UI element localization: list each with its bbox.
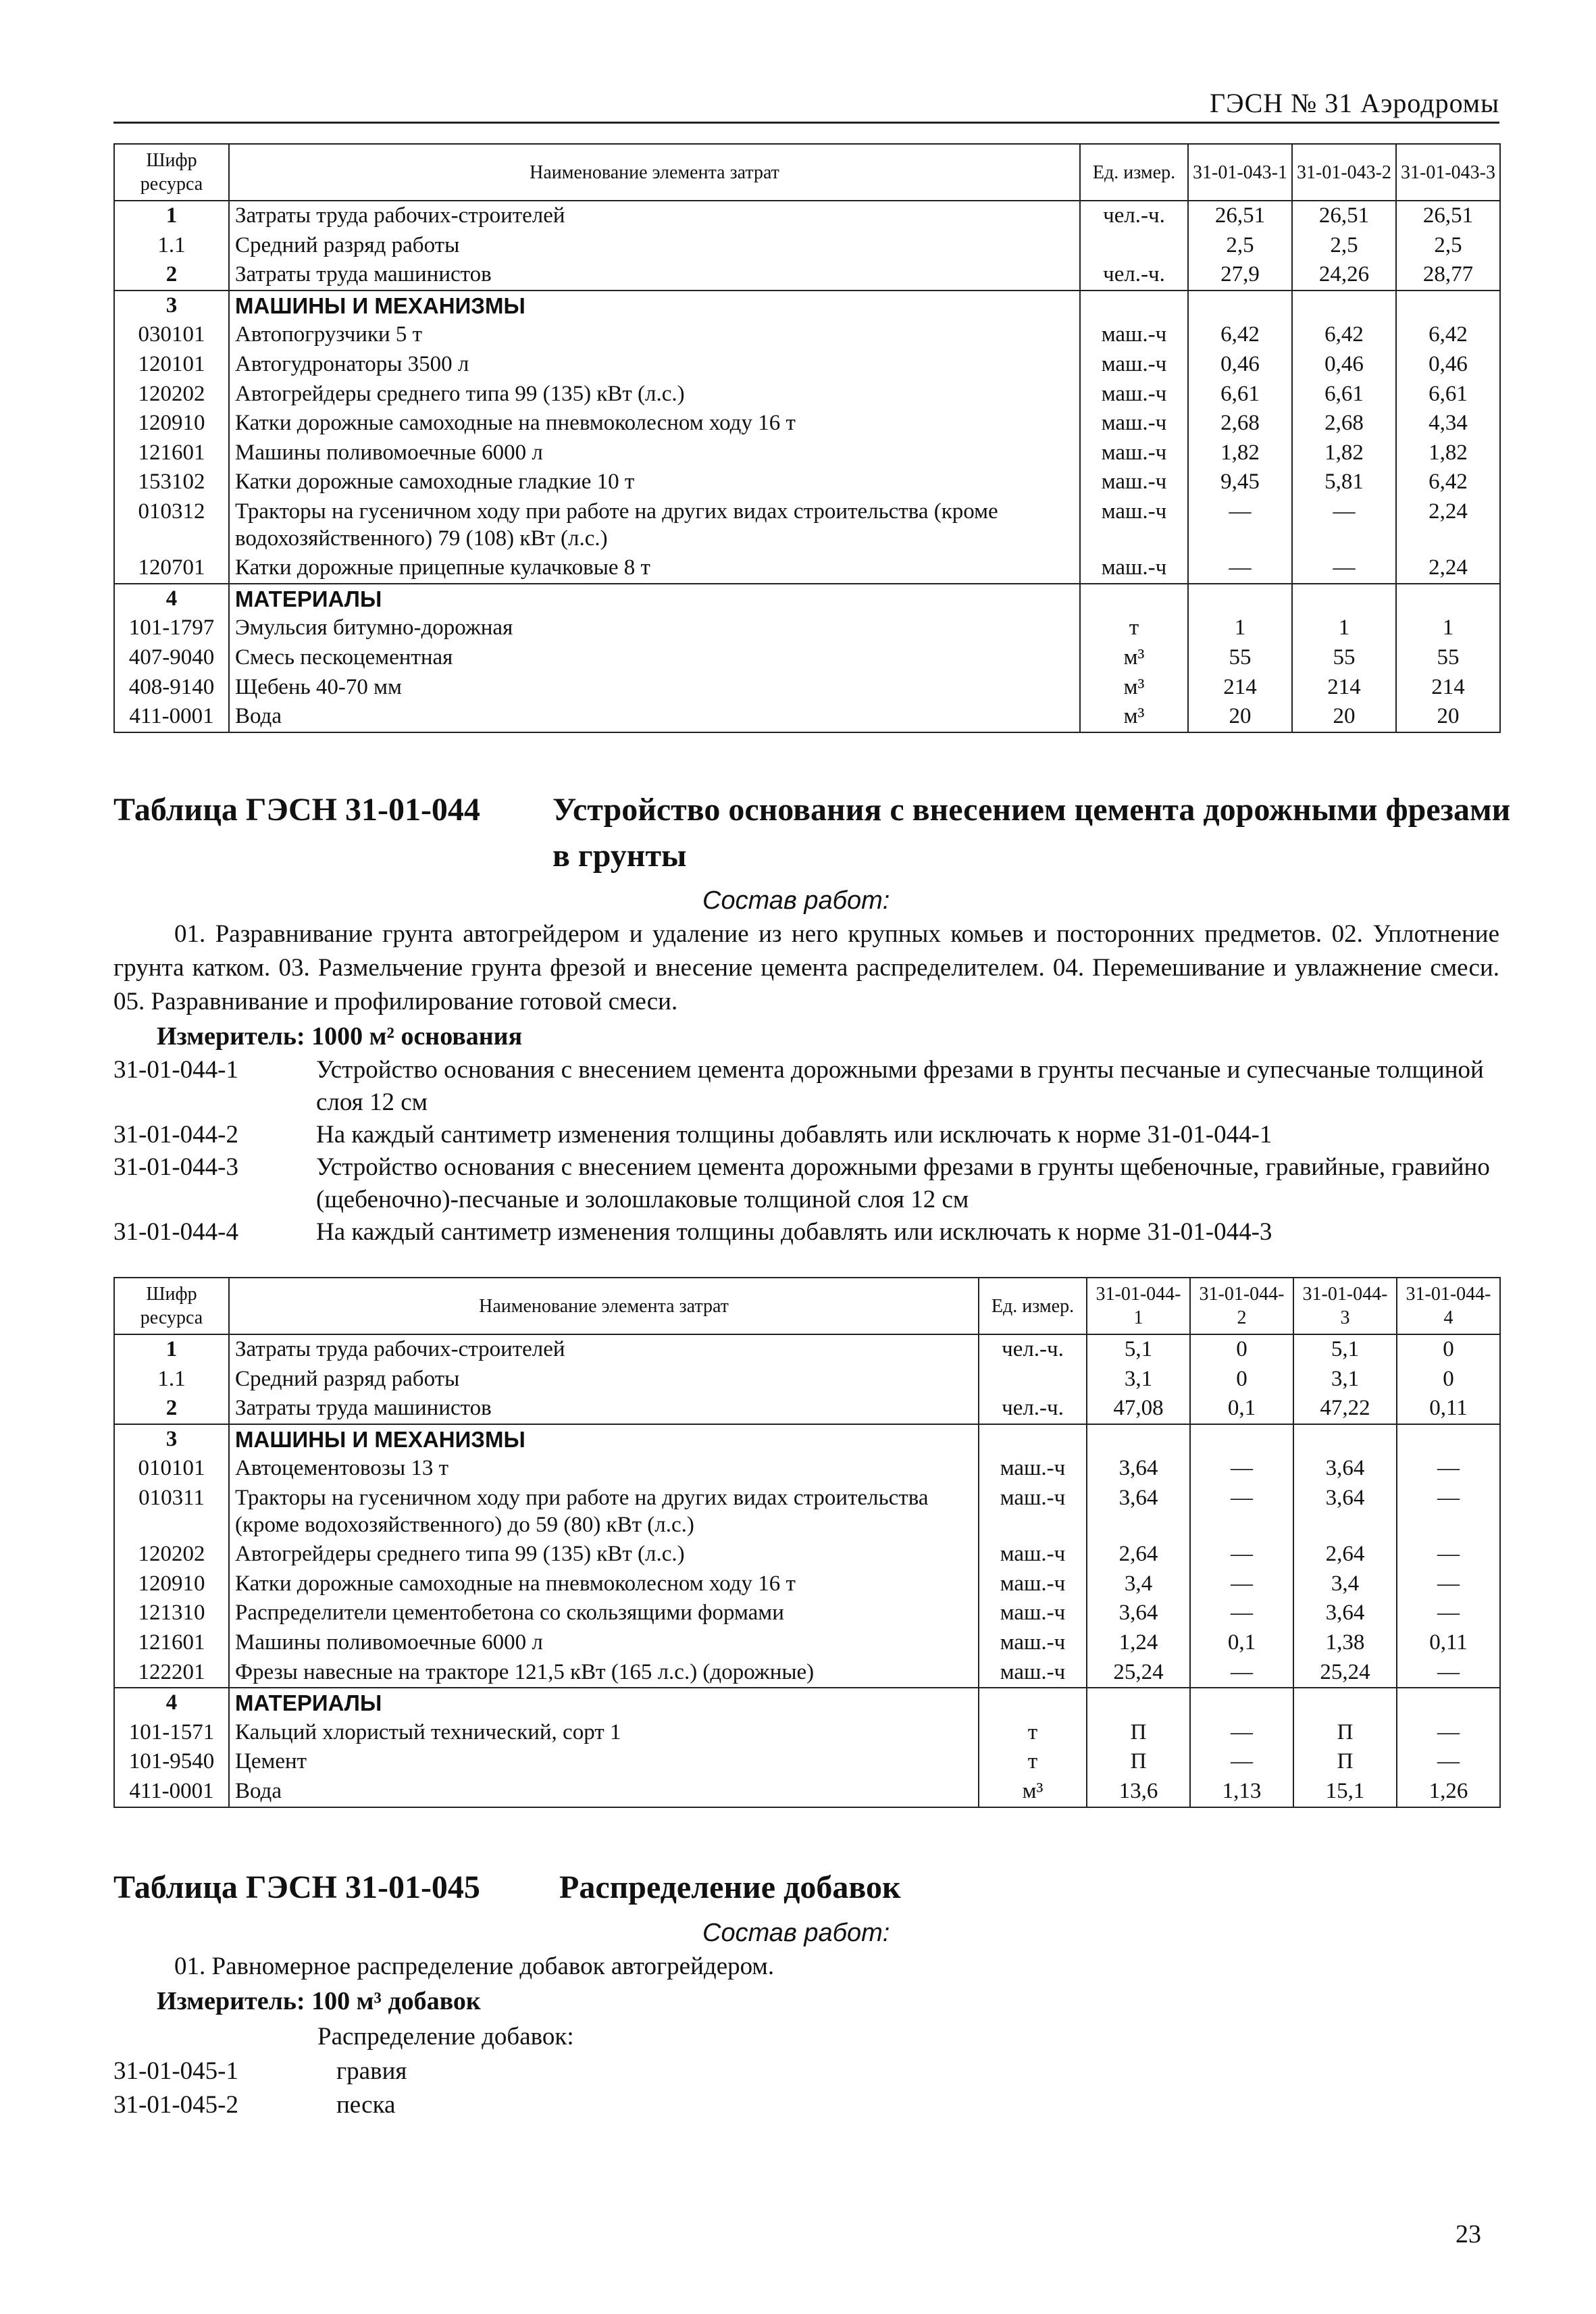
norm-value-2 [1190,1688,1293,1718]
table-row [114,553,1500,584]
norm-value-3: 28,77 [1396,260,1500,291]
resource-code: 120202 [114,1540,229,1569]
norm-code: 31-01-044-4 [113,1218,238,1246]
norm-value-3: 2,5 [1396,231,1500,261]
norm-value-1: 55 [1188,643,1292,673]
norm-value-4 [1397,1424,1500,1455]
norm-value-1: 3,64 [1087,1484,1190,1540]
norm-value-2: — [1190,1747,1293,1777]
table-row [114,497,1500,553]
norm-value-2: 0,46 [1292,350,1396,380]
resource-name: Автоцементовозы 13 т [229,1454,979,1484]
norm-value-3: 4,34 [1396,409,1500,438]
norm-value-2: 20 [1292,702,1396,732]
norm-value-4: 0 [1397,1365,1500,1394]
resource-name: Катки дорожные прицепные кулачковые 8 т [229,553,1080,584]
resource-code: 3 [114,1424,229,1455]
norm-value-1: 2,68 [1188,409,1292,438]
norm-description: Устройство основания с внесением цемента дорожными фрезами в грунты щебеночные, гравийные, гравийно (щебеночно)-песчаные и золошлаковые толщиной слоя 12 см [316,1153,1490,1213]
resource-name: Цемент [229,1747,979,1777]
resource-code: 010311 [114,1484,229,1540]
table-row [114,613,1500,643]
page-number: 23 [1456,2220,1481,2248]
norm-value-3: 26,51 [1396,201,1500,231]
norm-item [113,1216,1499,1249]
norm-value-3: 3,4 [1293,1569,1397,1599]
resource-name: Распределители цементобетона со скользящими формами [229,1599,979,1628]
table-row [114,1454,1500,1484]
unit-of-measure: маш.-ч [979,1658,1087,1688]
unit-of-measure: маш.-ч [1080,380,1188,409]
resource-name: Затраты труда машинистов [229,260,1080,291]
col-header-unit: Ед. измер. [1080,144,1188,201]
resource-name: Машины поливомоечные 6000 л [229,1628,979,1658]
norm-value-1: 3,64 [1087,1454,1190,1484]
norm-value-3 [1396,291,1500,321]
norm-value-1: 3,1 [1087,1365,1190,1394]
section-title: МАТЕРИАЛЫ [229,1688,979,1718]
norm-value-3: 2,24 [1396,497,1500,553]
norm-value-4: 0,11 [1397,1628,1500,1658]
work-composition-label: Состав работ: [702,1919,890,1947]
norm-value-3: 25,24 [1293,1658,1397,1688]
resource-code: 121601 [114,1628,229,1658]
resource-code: 1 [114,1334,229,1365]
norm-value-1: 9,45 [1188,468,1292,497]
norm-value-1 [1087,1688,1190,1718]
unit-of-measure [979,1365,1087,1394]
resource-code: 120910 [114,409,229,438]
norm-value-2: 0 [1190,1365,1293,1394]
norm-value-3: 3,64 [1293,1599,1397,1628]
unit-of-measure: маш.-ч [979,1540,1087,1569]
norm-value-3: 6,42 [1396,468,1500,497]
table-row [114,1334,1500,1365]
norm-value-4: — [1397,1747,1500,1777]
resource-code: 010312 [114,497,229,553]
norm-value-4: 1,26 [1397,1777,1500,1807]
norm-item [113,1054,1499,1119]
norm-item [113,2089,1499,2121]
unit-of-measure: чел.-ч. [1080,201,1188,231]
resource-table-044 [113,1277,1501,1808]
norm-value-2: — [1190,1540,1293,1569]
norm-value-3 [1293,1688,1397,1718]
norm-value-3: 1,82 [1396,438,1500,468]
norm-value-3: 3,1 [1293,1365,1397,1394]
norm-value-3: 55 [1396,643,1500,673]
col-header-code: Шифр ресурса [114,1278,229,1334]
norm-value-1: 214 [1188,673,1292,703]
norm-value-1 [1188,291,1292,321]
norm-item [113,2055,1499,2088]
table-heading-045 [113,1865,1499,1912]
norm-value-2: — [1190,1599,1293,1628]
unit-of-measure: м³ [1080,673,1188,703]
unit-of-measure: маш.-ч [1080,553,1188,584]
norm-value-1: П [1087,1747,1190,1777]
norm-value-2: — [1292,497,1396,553]
norm-value-3 [1396,584,1500,614]
table-row [114,1540,1500,1569]
resource-code: 030101 [114,320,229,350]
norm-value-1: 25,24 [1087,1658,1190,1688]
norm-code: 31-01-044-3 [113,1153,238,1181]
norm-value-2: 5,81 [1292,468,1396,497]
header-title: ГЭСН № 31 Аэродромы [1210,88,1499,118]
table-row [114,438,1500,468]
norm-value-3 [1293,1424,1397,1455]
col-header-norm-2: 31-01-043-2 [1292,144,1396,201]
col-header-norm-1: 31-01-043-1 [1188,144,1292,201]
norm-code: 31-01-045-1 [113,2057,238,2085]
resource-code: 1.1 [114,231,229,261]
unit-of-measure: маш.-ч [979,1454,1087,1484]
table-body [114,201,1500,732]
norm-value-2: 6,61 [1292,380,1396,409]
resource-name: Кальций хлористый технический, сорт 1 [229,1718,979,1748]
unit-of-measure: чел.-ч. [979,1334,1087,1365]
section-title: МАШИНЫ И МЕХАНИЗМЫ [229,291,1080,321]
group-label: Распределение добавок: [317,2023,574,2051]
norm-value-1: 27,9 [1188,260,1292,291]
resource-table-043 [113,143,1501,733]
table-row [114,1365,1500,1394]
table-row [114,201,1500,231]
section-title: МАШИНЫ И МЕХАНИЗМЫ [229,1424,979,1455]
table-row [114,468,1500,497]
unit-of-measure: маш.-ч [1080,320,1188,350]
norm-value-4: 0,11 [1397,1394,1500,1424]
norm-value-2: 26,51 [1292,201,1396,231]
table-title: Устройство основания с внесением цемента дорожными фрезами в грунты [552,792,1511,874]
table-row [114,231,1500,261]
unit-of-measure: маш.-ч [1080,497,1188,553]
norm-value-3: 15,1 [1293,1777,1397,1807]
norm-value-1 [1188,584,1292,614]
norm-value-2: — [1190,1718,1293,1748]
norm-code: 31-01-044-2 [113,1121,238,1149]
resource-code: 407-9040 [114,643,229,673]
norm-item [113,1151,1499,1216]
norm-value-2: 2,5 [1292,231,1396,261]
resource-code: 120910 [114,1569,229,1599]
table-row [114,1628,1500,1658]
norm-value-3: 6,42 [1396,320,1500,350]
resource-name: Автопогрузчики 5 т [229,320,1080,350]
table-row [114,643,1500,673]
table-title: Распределение добавок [559,1869,901,1905]
col-header-norm-2: 31-01-044-2 [1190,1278,1293,1334]
resource-name: Эмульсия битумно-дорожная [229,613,1080,643]
norm-value-1: 1 [1188,613,1292,643]
unit-of-measure [1080,584,1188,614]
norm-value-4: — [1397,1540,1500,1569]
col-header-norm-4: 31-01-044-4 [1397,1278,1500,1334]
table-row [114,1424,1500,1455]
norm-value-2 [1292,584,1396,614]
norm-value-1: 1,24 [1087,1628,1190,1658]
resource-name: Катки дорожные самоходные гладкие 10 т [229,468,1080,497]
resource-code: 120101 [114,350,229,380]
resource-code: 101-1571 [114,1718,229,1748]
unit-of-measure: маш.-ч [1080,350,1188,380]
unit-of-measure: маш.-ч [1080,438,1188,468]
resource-code: 411-0001 [114,702,229,732]
unit-of-measure: маш.-ч [979,1599,1087,1628]
section-title: МАТЕРИАЛЫ [229,584,1080,614]
resource-code: 3 [114,291,229,321]
norm-value-1: — [1188,497,1292,553]
resource-code: 120701 [114,553,229,584]
col-header-norm-3: 31-01-044-3 [1293,1278,1397,1334]
norm-value-3: 47,22 [1293,1394,1397,1424]
table-row [114,584,1500,614]
unit-of-measure: чел.-ч. [979,1394,1087,1424]
unit-of-measure: т [979,1747,1087,1777]
norm-value-4 [1397,1688,1500,1718]
unit-of-measure [1080,231,1188,261]
norm-value-2: 0,1 [1190,1628,1293,1658]
norm-value-1: 3,4 [1087,1569,1190,1599]
table-row [114,320,1500,350]
resource-name: Средний разряд работы [229,231,1080,261]
resource-code: 4 [114,584,229,614]
resource-code: 101-1797 [114,613,229,643]
resource-code: 408-9140 [114,673,229,703]
resource-code: 1 [114,201,229,231]
resource-code: 2 [114,1394,229,1424]
col-header-name: Наименование элемента затрат [229,144,1080,201]
norm-value-3: 3,64 [1293,1484,1397,1540]
norm-value-3: П [1293,1747,1397,1777]
resource-name: Затраты труда машинистов [229,1394,979,1424]
resource-name: Фрезы навесные на тракторе 121,5 кВт (165 л.с.) (дорожные) [229,1658,979,1688]
work-composition-label: Состав работ: [702,886,890,915]
norm-value-1: 2,64 [1087,1540,1190,1569]
table-row [114,1569,1500,1599]
norm-description: песка [336,2091,396,2119]
norm-value-4: 0 [1397,1334,1500,1365]
norm-code: 31-01-045-2 [113,2091,238,2119]
table-header-row [114,1278,1500,1334]
norm-item [113,1119,1499,1151]
resource-name: Щебень 40-70 мм [229,673,1080,703]
table-row [114,1718,1500,1748]
norm-value-2: — [1190,1658,1293,1688]
norm-value-1: 47,08 [1087,1394,1190,1424]
col-header-norm-3: 31-01-043-3 [1396,144,1500,201]
table-row [114,350,1500,380]
norm-value-2: 0,1 [1190,1394,1293,1424]
resource-code: 121601 [114,438,229,468]
resource-code: 4 [114,1688,229,1718]
resource-code: 120202 [114,380,229,409]
norm-value-2: 1,13 [1190,1777,1293,1807]
norm-value-4: — [1397,1454,1500,1484]
norm-value-3: 1,38 [1293,1628,1397,1658]
norm-value-2: 1 [1292,613,1396,643]
resource-name: Смесь пескоцементная [229,643,1080,673]
norm-value-3: 6,61 [1396,380,1500,409]
norm-value-4: — [1397,1718,1500,1748]
col-header-norm-1: 31-01-044-1 [1087,1278,1190,1334]
table-row [114,1599,1500,1628]
table-row [114,1688,1500,1718]
table-row [114,1777,1500,1807]
norm-code: 31-01-044-1 [113,1056,238,1084]
table-row [114,1658,1500,1688]
norm-value-2: 1,82 [1292,438,1396,468]
unit-of-measure: м³ [1080,643,1188,673]
unit-of-measure [979,1424,1087,1455]
norm-value-3: 1 [1396,613,1500,643]
table-row [114,1747,1500,1777]
norm-value-2: 0 [1190,1334,1293,1365]
norm-value-2: — [1190,1454,1293,1484]
norm-value-1: 2,5 [1188,231,1292,261]
norm-value-2: 214 [1292,673,1396,703]
norm-value-1: 5,1 [1087,1334,1190,1365]
resource-name: Затраты труда рабочих-строителей [229,1334,979,1365]
norm-value-4: — [1397,1658,1500,1688]
norm-value-2: 6,42 [1292,320,1396,350]
table-row [114,1484,1500,1540]
unit-of-measure: маш.-ч [979,1484,1087,1540]
resource-code: 2 [114,260,229,291]
norm-value-2: 55 [1292,643,1396,673]
running-header [113,88,1499,124]
norm-value-1: 26,51 [1188,201,1292,231]
norm-value-1: 3,64 [1087,1599,1190,1628]
unit-of-measure: т [979,1718,1087,1748]
norm-value-1: 13,6 [1087,1777,1190,1807]
norm-value-3: 2,64 [1293,1540,1397,1569]
norm-value-1 [1087,1424,1190,1455]
table-number: Таблица ГЭСН 31-01-044 [113,792,480,828]
table-row [114,673,1500,703]
norm-value-3: 214 [1396,673,1500,703]
resource-name: Автогрейдеры среднего типа 99 (135) кВт (л.с.) [229,1540,979,1569]
resource-name: Вода [229,1777,979,1807]
norm-value-3: 5,1 [1293,1334,1397,1365]
unit-of-measure [979,1688,1087,1718]
resource-name: Автогудронаторы 3500 л [229,350,1080,380]
norm-value-1: 6,61 [1188,380,1292,409]
unit-of-measure [1080,291,1188,321]
resource-name: Машины поливомоечные 6000 л [229,438,1080,468]
norm-value-2: — [1190,1569,1293,1599]
norm-value-2 [1292,291,1396,321]
resource-code: 411-0001 [114,1777,229,1807]
norm-value-1: 6,42 [1188,320,1292,350]
norm-description: гравия [336,2057,407,2085]
table-header-row [114,144,1500,201]
resource-name: Средний разряд работы [229,1365,979,1394]
resource-name: Затраты труда рабочих-строителей [229,201,1080,231]
resource-code: 010101 [114,1454,229,1484]
norm-value-1: 0,46 [1188,350,1292,380]
norm-value-2: 24,26 [1292,260,1396,291]
resource-code: 121310 [114,1599,229,1628]
table-number: Таблица ГЭСН 31-01-045 [113,1869,480,1905]
unit-of-measure: маш.-ч [1080,409,1188,438]
norm-value-3: 3,64 [1293,1454,1397,1484]
norm-value-4: — [1397,1599,1500,1628]
norm-value-2: — [1292,553,1396,584]
measure-unit: Измеритель: 1000 м² основания [157,1022,523,1051]
norm-value-1: — [1188,553,1292,584]
table-row [114,380,1500,409]
norm-value-3: П [1293,1718,1397,1748]
unit-of-measure: маш.-ч [1080,468,1188,497]
unit-of-measure: т [1080,613,1188,643]
work-composition-text: 01. Равномерное распределение добавок автогрейдером. [174,1953,775,1980]
resource-code: 1.1 [114,1365,229,1394]
table-row [114,702,1500,732]
unit-of-measure: м³ [1080,702,1188,732]
norm-value-4: — [1397,1484,1500,1540]
table-row [114,409,1500,438]
norm-description: Устройство основания с внесением цемента дорожными фрезами в грунты песчаные и супесчаные толщиной слоя 12 см [316,1056,1484,1116]
norm-value-2 [1190,1424,1293,1455]
norm-value-3: 20 [1396,702,1500,732]
resource-name: Тракторы на гусеничном ходу при работе на других видах строительства (кроме водохозяйственного) 79 (108) кВт (л.с.) [229,497,1080,553]
measure-unit: Измеритель: 100 м³ добавок [157,1987,481,2015]
norm-description: На каждый сантиметр изменения толщины добавлять или исключать к норме 31-01-044-1 [316,1121,1272,1149]
table-body [114,1334,1500,1807]
unit-of-measure: чел.-ч. [1080,260,1188,291]
col-header-unit: Ед. измер. [979,1278,1087,1334]
col-header-name: Наименование элемента затрат [229,1278,979,1334]
resource-name: Катки дорожные самоходные на пневмоколесном ходу 16 т [229,1569,979,1599]
work-composition-text: 01. Разравнивание грунта автогрейдером и удаление из него крупных комьев и посторонних предметов. 02. Уплотнение грунта катком. 03. Размельчение грунта фрезой и внесение цемента распределителем. 04. Перемешивание и увлажнение смеси. 05. Разравнивание и профилирование готовой смеси. [113,920,1499,1015]
unit-of-measure: маш.-ч [979,1569,1087,1599]
table-row [114,260,1500,291]
resource-name: Тракторы на гусеничном ходу при работе на других видах строительства (кроме водохозяйственного) до 59 (80) кВт (л.с.) [229,1484,979,1540]
resource-name: Автогрейдеры среднего типа 99 (135) кВт (л.с.) [229,380,1080,409]
norm-value-3: 2,24 [1396,553,1500,584]
unit-of-measure: м³ [979,1777,1087,1807]
resource-name: Катки дорожные самоходные на пневмоколесном ходу 16 т [229,409,1080,438]
norm-value-1: 20 [1188,702,1292,732]
resource-code: 153102 [114,468,229,497]
norm-value-2: 2,68 [1292,409,1396,438]
col-header-code: Шифр ресурса [114,144,229,201]
table-heading-044 [113,787,1511,882]
resource-name: Вода [229,702,1080,732]
table-row [114,291,1500,321]
norm-value-4: — [1397,1569,1500,1599]
norm-value-1: П [1087,1718,1190,1748]
norm-value-2: — [1190,1484,1293,1540]
table-row [114,1394,1500,1424]
unit-of-measure: маш.-ч [979,1628,1087,1658]
norm-value-1: 1,82 [1188,438,1292,468]
resource-code: 101-9540 [114,1747,229,1777]
norm-description: На каждый сантиметр изменения толщины добавлять или исключать к норме 31-01-044-3 [316,1218,1272,1246]
resource-code: 122201 [114,1658,229,1688]
norm-value-3: 0,46 [1396,350,1500,380]
